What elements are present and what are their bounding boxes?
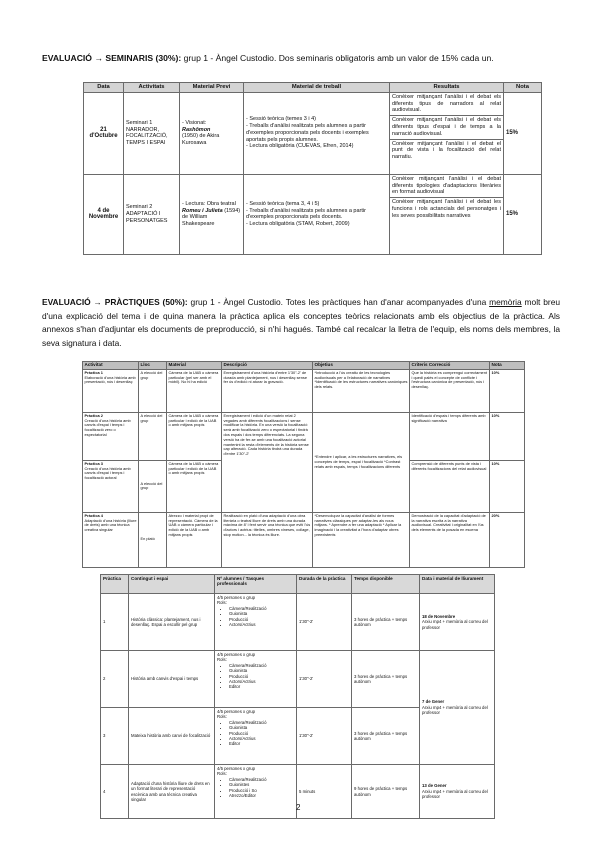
practice-team xyxy=(215,708,297,765)
practices-paragraph-text: molt breu d'una explicació del tema i de quina manera la pràctica aplica els conceptes teòrics relacionats amb els objectius de la pràctica. Als annexos s'han d'adjuntar els documents de preproducció, si n'hi hagués. També cal recalcar la lletra de l'equip, els noms dels membres, la seva signatura i data. xyxy=(42,297,561,348)
table-row xyxy=(84,92,542,174)
practices-paragraph xyxy=(42,296,560,350)
seminars-table-header-row xyxy=(84,83,542,93)
col-header: Activitats xyxy=(124,83,180,93)
practices-heading-bold: EVALUACIÓ → PRÀCTIQUES (50%): xyxy=(42,297,188,307)
practice-team xyxy=(215,651,297,708)
result-item: Conèixer mitjançant l'anàlisi i el debat els diferents tipus de narradors al relat audiovisual. xyxy=(390,93,503,116)
table-row xyxy=(101,651,495,708)
practice-grade xyxy=(490,369,525,412)
role-item: • Actors/Actrius xyxy=(229,679,294,684)
practice-activity-cell xyxy=(83,512,139,567)
practice-place: A elecció del grup xyxy=(139,460,167,512)
col-header: Descripció xyxy=(222,362,313,370)
seminar-activity: Seminari 1 NARRADOR, FOCALITZACIÓ, TEMPS I ESPAI xyxy=(124,92,180,174)
schedule-table-header-row xyxy=(101,575,495,594)
roles-label: Rols: xyxy=(217,657,227,663)
seminar-work-material xyxy=(244,92,390,174)
roles-label: Rols: xyxy=(217,600,227,606)
grade-value: 20% xyxy=(491,512,500,518)
grade-value: 10% xyxy=(491,369,500,375)
work-item: - Sessió teòrica (tema 3, 4 i 5) xyxy=(246,200,320,207)
practice-time: 3 hores de pràctica + temps autònom xyxy=(352,708,420,765)
practice-time: 3 hores de pràctica + temps autònom xyxy=(352,594,420,651)
practice-title: Pràctica 2 xyxy=(84,412,103,418)
table-row xyxy=(83,412,525,460)
practices-heading-text: grup 1 - Àngel Custodio. Totes les pràctiques han d'anar acompanyades d'una xyxy=(187,297,490,307)
practice-criteria: Identificació d'espais i temps diferents amb significació narrativa xyxy=(410,412,490,460)
team-size: 4/5 persones x grup xyxy=(217,766,255,771)
practice-duration: 5 minuts xyxy=(297,765,352,819)
work-item: - Sessió teòrica (temes 3 i 4) xyxy=(246,116,316,123)
roles-list xyxy=(217,777,294,799)
result-item: Conèixer mitjançant l'anàlisi i el debat el punt de vista i la focalització del relat narratiu. xyxy=(392,140,501,161)
col-header: Activitat xyxy=(83,362,139,370)
col-header: Durada de la pràctica xyxy=(297,575,352,594)
delivery-date: 18 de Novembre xyxy=(422,613,456,619)
seminar-prev-material xyxy=(180,174,244,254)
seminars-heading-text: grup 1 - Àngel Custodio. Dos seminaris obligatoris amb un valor de 15% cada un. xyxy=(181,53,494,63)
grade-value: 10% xyxy=(491,460,500,466)
col-header: Lloc xyxy=(139,362,167,370)
col-header: Pràctica xyxy=(101,575,129,594)
practice-grade xyxy=(490,460,525,512)
role-item: • Atrezzo/Editor xyxy=(229,793,294,798)
practice-delivery xyxy=(420,594,495,651)
practice-time: 3 hores de pràctica + temps autònom xyxy=(352,651,420,708)
practice-material: Càmera de la UAB o càmera particular i edició de la UAB o amb mitjans propis xyxy=(167,412,222,460)
practice-activity-cell xyxy=(83,460,139,512)
practice-activity: Creació d'una història amb canvis d'espai i temps i focalització actoral xyxy=(84,465,131,481)
role-item: • Editor xyxy=(229,741,294,746)
table-row xyxy=(83,369,525,412)
practice-description: Enregistrament d'una història d'entre 1'30"-2' de durada amb plantejament, nus i desenllaç sense fer ús d'edició ni aturar la gravació. xyxy=(222,369,313,412)
practice-team xyxy=(215,765,297,819)
seminar-work-material xyxy=(244,174,390,254)
seminar-results xyxy=(390,174,504,254)
seminar-results xyxy=(390,92,504,174)
practice-number: 4 xyxy=(101,765,129,819)
col-header: Material Previ xyxy=(180,83,244,93)
col-header: Criteris Correcció xyxy=(410,362,490,370)
work-item: - Treballs d'anàlisi realitzats pels alumnes a partir d'exemples proporcionats pels docents. xyxy=(246,207,366,221)
practice-place: En plató xyxy=(139,512,167,567)
role-item: • Producció xyxy=(229,617,294,622)
practice-delivery xyxy=(420,651,495,765)
practice-delivery xyxy=(420,765,495,819)
practice-title: Pràctica 3 xyxy=(84,460,103,466)
practice-activity-cell xyxy=(83,369,139,412)
role-item: • Càmera/Realització xyxy=(229,777,294,782)
work-item: - Lectura obligatòria (CUEVAS, Efren, 2014) xyxy=(246,143,354,150)
practices-criteria-table xyxy=(82,361,525,568)
practice-number: 3 xyxy=(101,708,129,765)
roles-list xyxy=(217,663,294,690)
role-item: • Càmera/Realització xyxy=(229,720,294,725)
practice-material: Càmera de la UAB o càmera particular i edició de la UAB o amb mitjans propis xyxy=(167,460,222,512)
roles-list xyxy=(217,606,294,628)
result-item: Conèixer mitjançant l'anàlisi i el debat les funcions i rols actancials del personatges i les seves possibilitats narratives xyxy=(392,199,501,219)
col-header: Material de treball xyxy=(244,83,390,93)
practice-criteria: Que la història es comprengui correctament i quedi palès el concepte de conflicte i l'estructura canònica de presentació, nús i desenllaç. xyxy=(410,369,490,412)
seminar-date: 21 d'Octubre xyxy=(84,92,124,174)
team-size: 4/5 persones x grup xyxy=(217,595,255,600)
seminars-heading-bold: EVALUACIÓ → SEMINARIS (30%): xyxy=(42,53,182,63)
prev-material-title: Romeu i Julieta xyxy=(182,207,223,214)
practice-grade xyxy=(490,412,525,460)
col-header: Nota xyxy=(490,362,525,370)
role-item: • Guionista xyxy=(229,668,294,673)
prev-material-text: (1594) de William Shakespeare xyxy=(182,207,241,228)
team-size: 4/5 persones x grup xyxy=(217,709,255,714)
team-size: 4/5 persones x grup xyxy=(217,652,255,657)
role-item: • Producció xyxy=(229,731,294,736)
delivery-text: Arxiu mp4 + memòria al correu del professor xyxy=(422,704,488,716)
col-header: Resultats xyxy=(390,83,504,93)
prev-material-text: - Visionat: xyxy=(182,119,207,126)
practice-duration: 1'30"-2' xyxy=(297,708,352,765)
col-header: Data xyxy=(84,83,124,93)
practice-material: Càmera de la UAB o càmera particular (pel ser amb el mòbil). No hi ha edició xyxy=(167,369,222,412)
practice-objectives: *Entendre i aplicar, a les estructures narratives, els conceptes de temps, espai i focalització *Contrast relats amb espais, temps i focalitzacions diferents xyxy=(313,412,410,512)
practice-activity-cell xyxy=(83,412,139,460)
seminar-grade: 15% xyxy=(504,174,542,254)
table-row xyxy=(101,594,495,651)
practice-place: A elecció del grup xyxy=(139,412,167,460)
prev-material-title: Rashōmon xyxy=(182,126,211,133)
practice-description: Realització en plató d'una adaptació d'una obra literària o teatral lliure de drets amb una durada màxima de 8' i fent servir una tècnica que evití l'ús d'actors i actrius: titelles, ombres xineses, collage, stop motion... la tècnica és lliure. xyxy=(222,512,313,567)
practice-criteria: Comprensió de diferents punts de vista i diferents focalitzacions del relat audiovisual xyxy=(410,460,490,512)
practice-number: 1 xyxy=(101,594,129,651)
table-row xyxy=(84,174,542,254)
practice-content: Història clàssica: plantejament, nus i desenllaç. Espai a escollir pel grup xyxy=(129,594,215,651)
practice-content: Adaptació d'una història lliure de drets en un format literari de representació escènica amb una tècnica creativa singular xyxy=(129,765,215,819)
practice-activity: Creació d'una història amb canvis d'espai i temps i focalització zero o espectatorial xyxy=(84,417,131,437)
role-item: • Guionista xyxy=(229,611,294,616)
practices-schedule-table xyxy=(100,574,495,819)
role-item: • Càmera/Realització xyxy=(229,606,294,611)
col-header: Temps disponible xyxy=(352,575,420,594)
col-header: Nota xyxy=(504,83,542,93)
seminar-prev-material xyxy=(180,92,244,174)
practice-place: A elecció del grup xyxy=(139,369,167,412)
prev-material-text: (1950) de Akira Kurosawa xyxy=(182,133,220,147)
work-item: - Treballs d'anàlisi realitzats pels alumnes a partir d'exemples proporcionats pels docents i exemples aportats pels propis alumnes. xyxy=(246,123,369,143)
role-item: • Càmera/Realització xyxy=(229,663,294,668)
result-item: Conèixer mitjançant l'anàlisi i el debat els diferents tipus d'espai i de temps a la narració audiovisual. xyxy=(390,116,503,139)
seminar-grade: 15% xyxy=(504,92,542,174)
col-header: Data i material de lliurament xyxy=(420,575,495,594)
seminars-heading xyxy=(42,52,562,64)
practice-title: Pràctica 1 xyxy=(84,369,103,375)
delivery-text: Arxiu mp4 + memòria al correu del professor xyxy=(422,788,488,800)
practice-description: Enregistrament i edició d'un mateix relat 2 vegades amb diferents focalitzacions i sense modificar la història. En una versió la focalització serà amb focalització zero o espectatorial i tindrà dos espais i dos temps diferenciats. La segona versió ha de fer-se amb una focalització actorial mantenint la resta d'elements de la història sense cap alteració. Cada història tindrà una durada d'entre 1'30"-2' xyxy=(222,412,313,512)
seminar-date: 4 de Novembre xyxy=(84,174,124,254)
practice-team xyxy=(215,594,297,651)
practice-title: Pràctica 4 xyxy=(84,512,103,518)
seminar-activity: Seminari 2 ADAPTACIÓ I PERSONATGES xyxy=(124,174,180,254)
page-number: 2 xyxy=(296,803,301,812)
role-item: • Producció i So xyxy=(229,788,294,793)
practice-number: 2 xyxy=(101,651,129,708)
result-item: Conèixer mitjançant l'anàlisi i el debat diferents tipologies d'adaptacions literàries en format audiovisual xyxy=(390,175,503,198)
role-item: • Actors/Actrius xyxy=(229,622,294,627)
memoria-link[interactable]: memòria xyxy=(489,297,522,307)
work-item: - Lectura obligatòria (STAM, Robert, 2009) xyxy=(246,221,350,228)
practice-activity: Adaptació d'una història (lliure de drets) amb una tècnica creativa singular xyxy=(84,517,137,533)
practice-activity: Elaboració d'una història amb presentació, nús i desenllaç xyxy=(84,374,136,385)
practice-content: Història amb canvis d'espai i temps xyxy=(129,651,215,708)
col-header: Material xyxy=(167,362,222,370)
practice-time: 9 hores de pràctica + temps autònom xyxy=(352,765,420,819)
delivery-text: Arxiu mp4 + memòria al correu del professor xyxy=(422,619,488,630)
roles-label: Rols: xyxy=(217,714,227,720)
roles-list xyxy=(217,720,294,747)
col-header: Nº alumnes / Tasques professionals xyxy=(215,575,297,594)
role-item: • Guionista xyxy=(229,725,294,730)
practice-objectives: *Introducció a l'ús creatiu de les tecnologies audiovisuals per a l'elaboració de narratives *Identificació de les estructures narratives canòniques dels relats. xyxy=(313,369,410,412)
role-item: • Actors/Actrius xyxy=(229,736,294,741)
seminars-table xyxy=(83,82,542,255)
criteria-table-header-row xyxy=(83,362,525,370)
practice-criteria: Demostració de la capacitat d'adaptació de la narrativa escrita a la narrativa audiovisual. Creativitat i originalitat en l'ús dels elements de la posada en escena xyxy=(410,512,490,567)
practice-objectives: *Desenvolupar la capacitat d'anàlisi de formes narratives clàssiques per adaptar-les als nous mitjans. * Aprendre a fer una adaptació * Aplicar la imaginació i la creativitat a l'hora d'adaptar obres preexistents xyxy=(313,512,410,567)
col-header: Objetius xyxy=(313,362,410,370)
prev-material-text: - Lectura: Obra teatral xyxy=(182,200,236,207)
roles-label: Rols: xyxy=(217,771,227,777)
role-item: • Producció xyxy=(229,674,294,679)
col-header: Contingut i espai xyxy=(129,575,215,594)
delivery-date: 7 de Gener xyxy=(422,699,445,705)
grade-value: 10% xyxy=(491,412,500,418)
role-item: • Editor xyxy=(229,684,294,689)
practice-material: Atrezzo i material propi de representació. Càmera de la UAB o càmera particular i edició de la UAB o amb mitjans propis xyxy=(167,512,222,567)
practice-duration: 1'30"-2' xyxy=(297,651,352,708)
practice-duration: 1'30"-2' xyxy=(297,594,352,651)
practice-content: Mateixa història amb canvi de focalització xyxy=(129,708,215,765)
table-row xyxy=(83,512,525,567)
practice-grade xyxy=(490,512,525,567)
role-item: • Guionistes xyxy=(229,782,294,787)
delivery-date: 13 de Gener xyxy=(422,783,447,789)
